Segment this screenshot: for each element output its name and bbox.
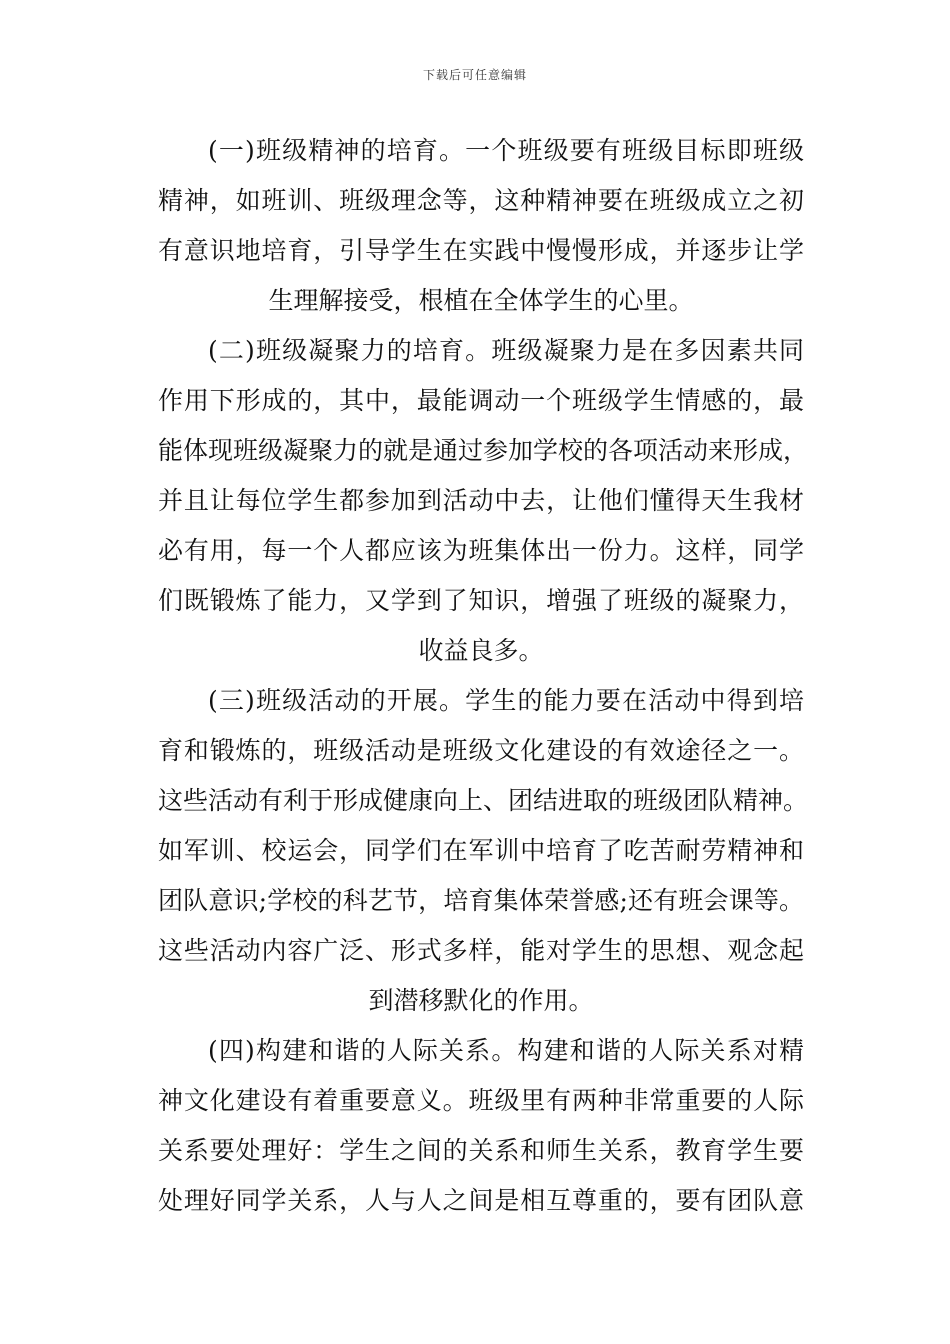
- paragraph-1: [158, 126, 804, 326]
- paragraph-line: 精神，如班训、班级理念等，这种精神要在班级成立之初: [158, 186, 804, 215]
- paragraph-2: [158, 326, 809, 676]
- paragraph-line: 作用下形成的，其中，最能调动一个班级学生情感的，最: [158, 386, 804, 415]
- paragraph-4: [158, 1026, 804, 1226]
- paragraph-line: (三)班级活动的开展。学生的能力要在活动中得到培: [208, 686, 804, 715]
- paragraph-line: 们既锻炼了能力，又学到了知识，增强了班级的凝聚力，: [158, 586, 804, 615]
- paragraph-line: 并且让每位学生都参加到活动中去，让他们懂得天生我材: [158, 486, 804, 515]
- paragraph-line: (一)班级精神的培育。一个班级要有班级目标即班级: [208, 136, 804, 165]
- paragraph-line: 处理好同学关系，人与人之间是相互尊重的，要有团队意: [158, 1186, 804, 1215]
- paragraph-line: 关系要处理好：学生之间的关系和师生关系，教育学生要: [158, 1136, 804, 1165]
- paragraph-line: 这些活动内容广泛、形式多样，能对学生的思想、观念起: [158, 936, 804, 965]
- paragraph-line: 必有用，每一个人都应该为班集体出一份力。这样，同学: [158, 536, 804, 565]
- paragraph-line: 如军训、校运会，同学们在军训中培育了吃苦耐劳精神和: [158, 836, 804, 865]
- paragraph-line: (二)班级凝聚力的培育。班级凝聚力是在多因素共同: [208, 336, 804, 365]
- paragraph-line: 这些活动有利于形成健康向上、团结进取的班级团队精神。: [158, 786, 809, 815]
- paragraph-line: 团队意识;学校的科艺节，培育集体荣誉感;还有班会课等。: [158, 886, 804, 915]
- paragraph-line: 神文化建设有着重要意义。班级里有两种非常重要的人际: [158, 1086, 804, 1115]
- paragraph-3: [158, 676, 809, 1026]
- paragraph-last-line: 到潜移默化的作用。: [368, 986, 594, 1015]
- paragraph-last-line: 生理解接受，根植在全体学生的心里。: [268, 286, 694, 315]
- paragraph-line: 育和锻炼的，班级活动是班级文化建设的有效途径之一。: [158, 736, 804, 765]
- header-note: 下载后可任意编辑: [422, 68, 527, 82]
- paragraph-line: (四)构建和谐的人际关系。构建和谐的人际关系对精: [208, 1036, 804, 1065]
- body-text: [158, 126, 809, 1226]
- paragraph-line: 能体现班级凝聚力的就是通过参加学校的各项活动来形成，: [158, 436, 809, 465]
- paragraph-last-line: 收益良多。: [418, 636, 544, 665]
- paragraph-line: 有意识地培育，引导学生在实践中慢慢形成，并逐步让学: [158, 236, 804, 265]
